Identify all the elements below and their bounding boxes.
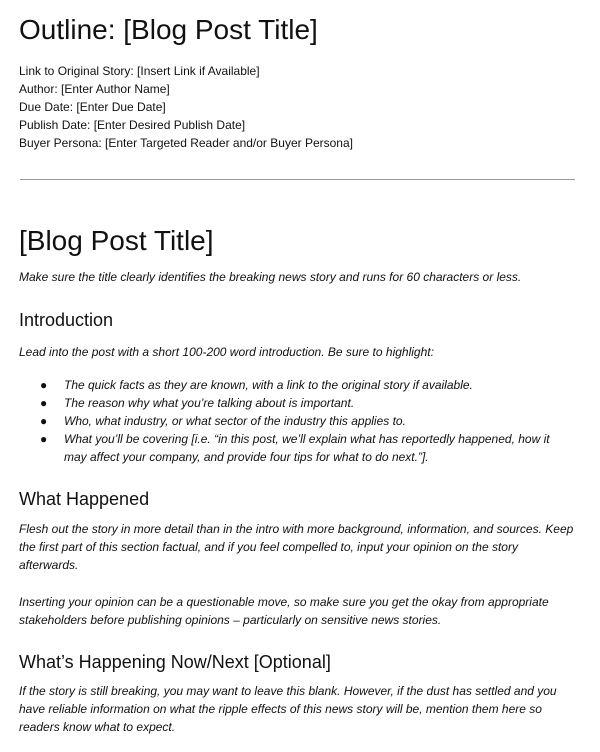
bullet-icon: ● bbox=[40, 414, 48, 428]
bullet-item bbox=[40, 376, 575, 394]
meta-author: Author: [Enter Author Name] bbox=[19, 82, 170, 96]
bullet-text: Who, what industry, or what sector of the industry this applies to. bbox=[64, 414, 406, 428]
what-happened-paragraph-2: Inserting your opinion can be a questionable move, so make sure you get the okay from appropriate stakeholders before publishing opinions – particularly on sensitive news stories. bbox=[19, 595, 549, 627]
bullet-item bbox=[40, 394, 575, 412]
meta-buyer-persona: Buyer Persona: [Enter Targeted Reader and/or Buyer Persona] bbox=[19, 136, 353, 150]
whats-next-paragraph: If the story is still breaking, you may want to leave this blank. However, if the dust has settled and you have reliable information on what the ripple effects of this news story will be, mention them here so readers know what to expect. bbox=[19, 684, 557, 734]
outline-title: Outline: [Blog Post Title] bbox=[19, 14, 318, 45]
introduction-bullets bbox=[40, 376, 575, 466]
introduction-heading: Introduction bbox=[19, 310, 114, 330]
bullet-text: The reason why what you’re talking about is important. bbox=[64, 396, 355, 410]
bullet-icon: ● bbox=[40, 432, 48, 446]
meta-publish-date: Publish Date: [Enter Desired Publish Date] bbox=[19, 118, 246, 132]
post-title: [Blog Post Title] bbox=[19, 225, 214, 256]
horizontal-divider bbox=[20, 179, 575, 180]
what-happened-heading: What Happened bbox=[19, 489, 150, 509]
whats-next-heading: What’s Happening Now/Next [Optional] bbox=[19, 652, 331, 672]
bullet-text: The quick facts as they are known, with a link to the original story if available. bbox=[64, 378, 473, 392]
meta-due-date: Due Date: [Enter Due Date] bbox=[19, 100, 166, 114]
bullet-icon: ● bbox=[40, 396, 48, 410]
title-guidance: Make sure the title clearly identifies the breaking news story and runs for 60 characters or less. bbox=[19, 270, 522, 284]
bullet-icon: ● bbox=[40, 378, 48, 392]
meta-original-story-link: Link to Original Story: [Insert Link if Available] bbox=[19, 64, 260, 78]
introduction-lead: Lead into the post with a short 100-200 word introduction. Be sure to highlight: bbox=[19, 345, 434, 359]
what-happened-paragraph-1: Flesh out the story in more detail than in the intro with more background, information, and sources. Keep the first part of this section factual, and if you feel compelled to, input your opinion on the story afterwards. bbox=[19, 522, 574, 572]
bullet-text: What you’ll be covering [i.e. “in this post, we’ll explain what has reportedly happened, how it may affect your company, and provide four tips for what to do next.”]. bbox=[64, 432, 550, 464]
bullet-item bbox=[40, 412, 575, 430]
meta-list bbox=[19, 62, 353, 152]
bullet-item bbox=[40, 430, 575, 466]
